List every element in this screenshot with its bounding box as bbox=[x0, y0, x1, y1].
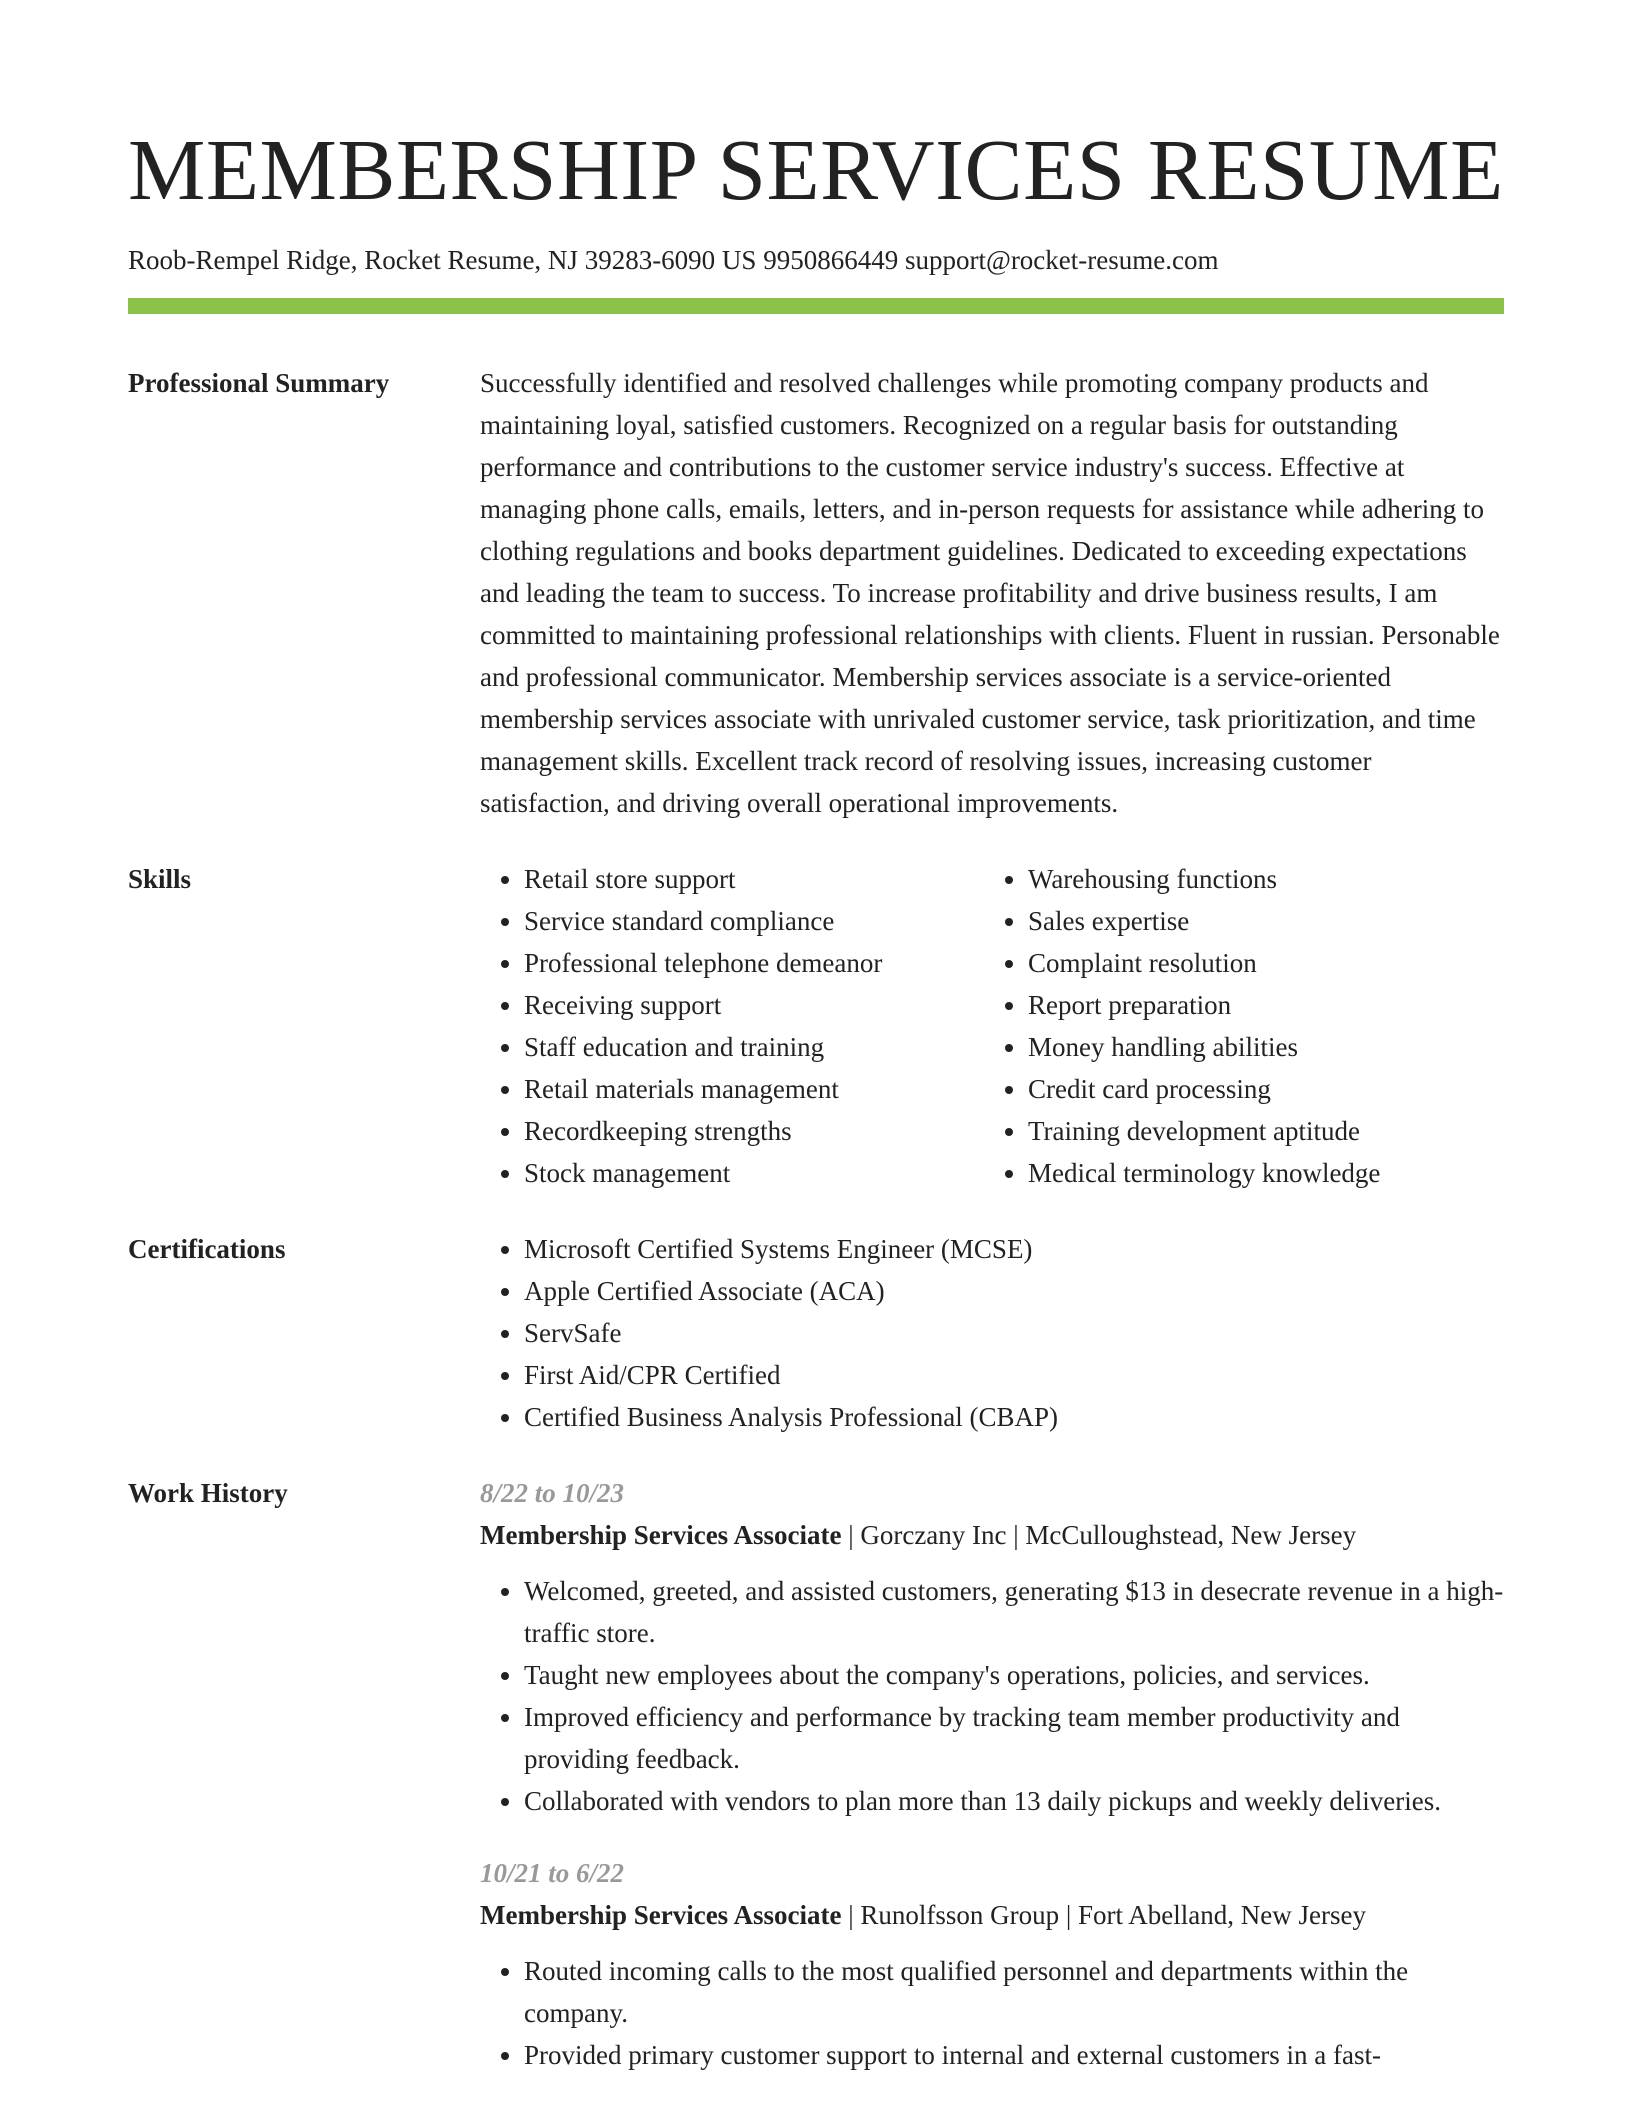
certification-item: • Certified Business Analysis Professional (CBAP) bbox=[524, 1396, 1504, 1438]
certification-item: • First Aid/CPR Certified bbox=[524, 1354, 1504, 1396]
skill-item: • Report preparation bbox=[1028, 984, 1488, 1026]
work-history-section bbox=[128, 1472, 1504, 2076]
job-entry bbox=[480, 1852, 1504, 2076]
certifications-section bbox=[128, 1228, 1504, 1438]
job-details: | Gorczany Inc | McCulloughstead, New Jersey bbox=[841, 1520, 1357, 1550]
section-heading: Skills bbox=[128, 864, 192, 894]
job-bullet: • Collaborated with vendors to plan more than 13 daily pickups and weekly deliveries. bbox=[524, 1780, 1504, 1822]
job-heading bbox=[480, 1514, 1504, 1556]
skills-list-left bbox=[480, 858, 984, 1194]
summary-body bbox=[480, 362, 1504, 824]
skills-list-right bbox=[984, 858, 1488, 1194]
skills-section bbox=[128, 858, 1504, 1194]
job-dates: 8/22 to 10/23 bbox=[480, 1478, 625, 1508]
skill-item: • Recordkeeping strengths bbox=[524, 1110, 984, 1152]
job-bullet: • Routed incoming calls to the most qualified personnel and departments within the company. bbox=[524, 1950, 1504, 2034]
job-bullet: • Improved efficiency and performance by tracking team member productivity and providing feedback. bbox=[524, 1696, 1504, 1780]
certifications-body bbox=[480, 1228, 1504, 1438]
summary-text: Successfully identified and resolved challenges while promoting company products and maintaining loyal, satisfied customers. Recognized on a regular basis for outstanding performance and contributions to the customer service industry's success. Effective at managing phone calls, emails, letters, and in-person requests for assistance while adhering to clothing regulations and books department guidelines. Dedicated to exceeding expectations and leading the team to success. To increase profitability and drive business results, I am committed to maintaining professional relationships with clients. Fluent in russian. Personable and professional communicator. Membership services associate is a service-oriented membership services associate with unrivaled customer service, task prioritization, and time management skills. Excellent track record of resolving issues, increasing customer satisfaction, and driving overall operational improvements. bbox=[480, 368, 1500, 818]
job-heading bbox=[480, 1894, 1504, 1936]
skill-item: • Money handling abilities bbox=[1028, 1026, 1488, 1068]
work-history-body bbox=[480, 1472, 1504, 2076]
job-bullet: • Taught new employees about the company's operations, policies, and services. bbox=[524, 1654, 1504, 1696]
skill-item: • Staff education and training bbox=[524, 1026, 984, 1068]
contact-line bbox=[128, 244, 1504, 276]
skill-item: • Retail store support bbox=[524, 858, 984, 900]
job-bullet: • Provided primary customer support to internal and external customers in a fast- bbox=[524, 2034, 1504, 2076]
certification-item: • ServSafe bbox=[524, 1312, 1504, 1354]
skill-item: • Sales expertise bbox=[1028, 900, 1488, 942]
skill-item: • Receiving support bbox=[524, 984, 984, 1026]
certifications-list bbox=[480, 1228, 1504, 1438]
skill-item: • Complaint resolution bbox=[1028, 942, 1488, 984]
job-bullet: • Welcomed, greeted, and assisted customers, generating $13 in desecrate revenue in a high-traffic store. bbox=[524, 1570, 1504, 1654]
job-entry bbox=[480, 1472, 1504, 1822]
resume-page bbox=[128, 0, 1504, 2076]
skill-item: • Stock management bbox=[524, 1152, 984, 1194]
job-dates: 10/21 to 6/22 bbox=[480, 1858, 625, 1888]
section-heading: Certifications bbox=[128, 1234, 286, 1264]
summary-section bbox=[128, 362, 1504, 824]
page-title: MEMBERSHIP SERVICES RESUME bbox=[128, 121, 1504, 218]
skill-item: • Warehousing functions bbox=[1028, 858, 1488, 900]
skills-body bbox=[480, 858, 1504, 1194]
certification-item: • Apple Certified Associate (ACA) bbox=[524, 1270, 1504, 1312]
job-bullets bbox=[480, 1570, 1504, 1822]
contact-email[interactable]: support@rocket-resume.com bbox=[904, 245, 1219, 275]
contact-phone: 9950866449 bbox=[763, 245, 899, 275]
skill-item: • Medical terminology knowledge bbox=[1028, 1152, 1488, 1194]
certification-item: • Microsoft Certified Systems Engineer (MCSE) bbox=[524, 1228, 1504, 1270]
skill-item: • Credit card processing bbox=[1028, 1068, 1488, 1110]
header-divider bbox=[128, 298, 1504, 314]
contact-address: Roob-Rempel Ridge, Rocket Resume, NJ 39283-6090 US bbox=[128, 245, 757, 275]
skill-item: • Training development aptitude bbox=[1028, 1110, 1488, 1152]
job-title: Membership Services Associate bbox=[480, 1900, 842, 1930]
job-bullets bbox=[480, 1950, 1504, 2076]
section-heading: Professional Summary bbox=[128, 368, 390, 398]
skill-item: • Service standard compliance bbox=[524, 900, 984, 942]
skill-item: • Retail materials management bbox=[524, 1068, 984, 1110]
skill-item: • Professional telephone demeanor bbox=[524, 942, 984, 984]
job-title: Membership Services Associate bbox=[480, 1520, 842, 1550]
job-details: | Runolfsson Group | Fort Abelland, New Jersey bbox=[841, 1900, 1366, 1930]
section-heading: Work History bbox=[128, 1478, 288, 1508]
